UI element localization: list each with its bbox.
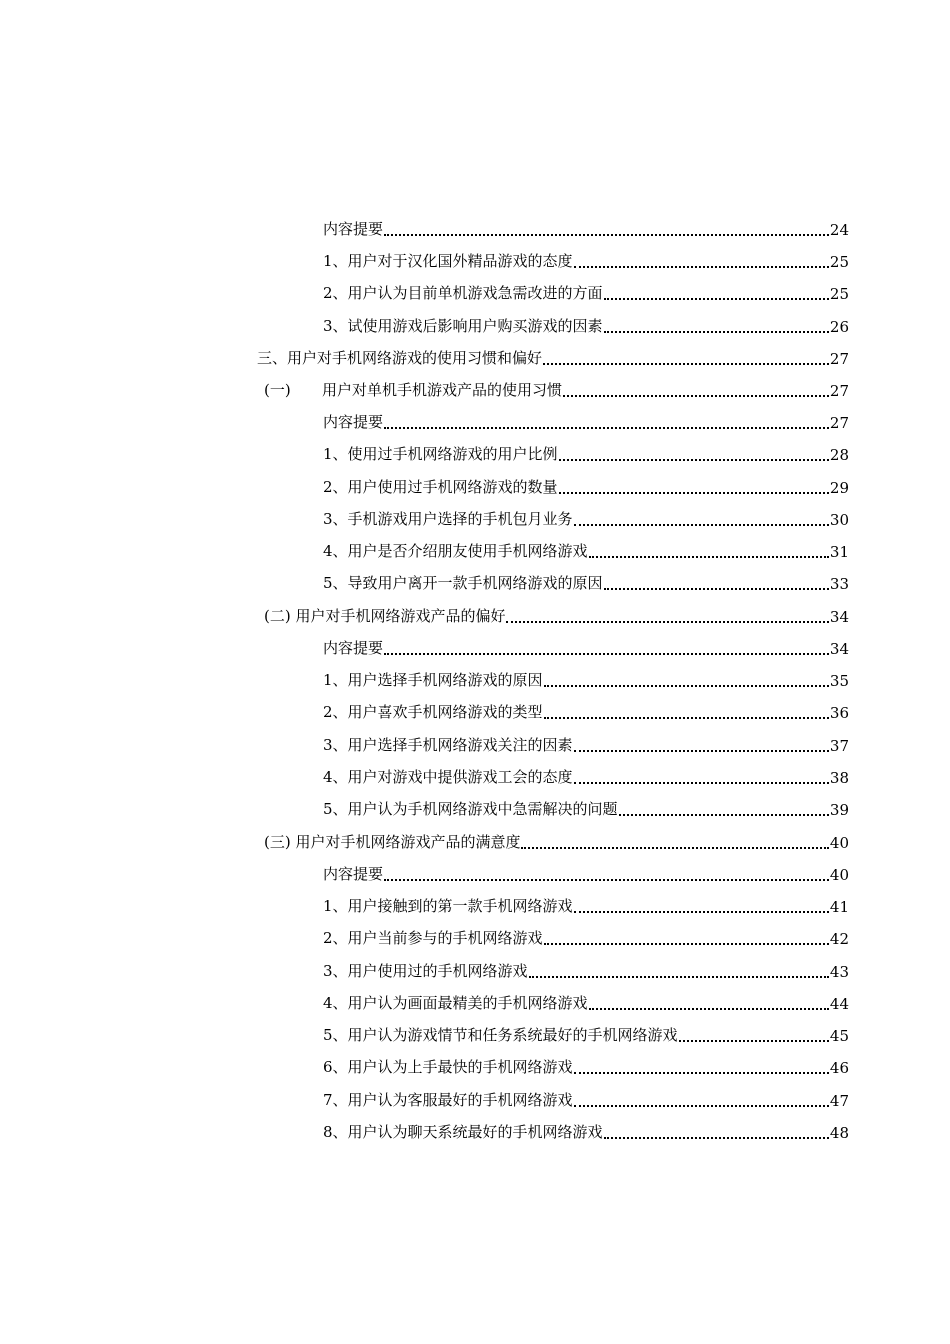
toc-entry[interactable]: [323, 916, 849, 948]
toc-page-number: 34: [829, 608, 849, 626]
toc-entry-title: 3、用户选择手机网络游戏关注的因素: [323, 736, 573, 754]
leader-dots: [574, 1071, 829, 1074]
leader-dots: [563, 394, 829, 397]
toc-entry-title: 内容提要: [323, 865, 384, 883]
toc-entry-title: 3、手机游戏用户选择的手机包月业务: [323, 510, 573, 528]
toc-entry-title: 内容提要: [323, 220, 384, 238]
toc-page-number: 40: [829, 834, 849, 852]
section-number: (一): [264, 381, 291, 399]
leader-dots: [604, 587, 829, 590]
leader-dots: [574, 1104, 829, 1107]
leader-dots: [521, 846, 828, 849]
toc-entry-title: 2、用户使用过手机网络游戏的数量: [323, 478, 558, 496]
toc-page-number: 27: [829, 350, 849, 368]
toc-entry-title: 6、用户认为上手最快的手机网络游戏: [323, 1058, 573, 1076]
toc-entry-title: 4、用户是否介绍朋友使用手机网络游戏: [323, 542, 588, 560]
leader-dots: [589, 555, 829, 558]
toc-page-number: 27: [829, 382, 849, 400]
toc-entry-title: 7、用户认为客服最好的手机网络游戏: [323, 1091, 573, 1109]
toc-entry[interactable]: [323, 304, 849, 336]
toc-entry-title: 内容提要: [323, 639, 384, 657]
toc-page-number: 35: [829, 672, 849, 690]
toc-entry[interactable]: [323, 981, 849, 1013]
toc-page-number: 30: [829, 511, 849, 529]
toc-page-number: 34: [829, 640, 849, 658]
toc-entry-title: 4、用户对游戏中提供游戏工会的态度: [323, 768, 573, 786]
toc-entry-title: (二) 用户对手机网络游戏产品的偏好: [264, 607, 506, 625]
leader-dots: [529, 975, 829, 978]
leader-dots: [384, 652, 829, 655]
toc-entry-title: 1、用户对于汉化国外精品游戏的态度: [323, 252, 573, 270]
leader-dots: [604, 297, 829, 300]
toc-page-number: 42: [829, 930, 849, 948]
toc-entry[interactable]: [323, 1078, 849, 1110]
toc-entry-title: 三、用户对手机网络游戏的使用习惯和偏好: [257, 349, 543, 367]
section-title: 用户对单机手机游戏产品的使用习惯: [322, 381, 563, 399]
toc-page-number: 25: [829, 285, 849, 303]
toc-entry[interactable]: [323, 271, 849, 303]
toc-entry[interactable]: [323, 884, 849, 916]
toc-page-number: 31: [829, 543, 849, 561]
toc-page-number: 38: [829, 769, 849, 787]
toc-entry-title: (三) 用户对手机网络游戏产品的满意度: [264, 833, 521, 851]
toc-entry-title: 1、用户接触到的第一款手机网络游戏: [323, 897, 573, 915]
toc-entry-title: 内容提要: [323, 413, 384, 431]
leader-dots: [544, 684, 829, 687]
leader-dots: [384, 233, 829, 236]
toc-entry[interactable]: [323, 1013, 849, 1045]
toc-entry[interactable]: [323, 400, 849, 432]
toc-section-entry[interactable]: [264, 820, 849, 852]
leader-dots: [604, 330, 829, 333]
toc-entry[interactable]: [323, 239, 849, 271]
toc-entry[interactable]: [323, 207, 849, 239]
leader-dots: [574, 265, 829, 268]
toc-entry[interactable]: [323, 852, 849, 884]
toc-page-number: 26: [829, 318, 849, 336]
leader-dots: [679, 1039, 829, 1042]
toc-page-number: 27: [829, 414, 849, 432]
toc-page-number: 37: [829, 737, 849, 755]
leader-dots: [589, 1007, 829, 1010]
toc-entry-title: 2、用户当前参与的手机网络游戏: [323, 929, 543, 947]
leader-dots: [559, 458, 829, 461]
toc-entry-title: 3、用户使用过的手机网络游戏: [323, 962, 528, 980]
toc-page-number: 29: [829, 479, 849, 497]
leader-dots: [544, 942, 829, 945]
toc-section-entry[interactable]: [264, 594, 849, 626]
toc-page-number: 46: [829, 1059, 849, 1077]
toc-chapter-entry[interactable]: [257, 336, 849, 368]
toc-entry[interactable]: [323, 529, 849, 561]
toc-page-number: 36: [829, 704, 849, 722]
toc-entry-title: 2、用户认为目前单机游戏急需改进的方面: [323, 284, 603, 302]
toc-page-number: 40: [829, 866, 849, 884]
leader-dots: [543, 362, 829, 365]
toc-page-number: 47: [829, 1092, 849, 1110]
toc-entry[interactable]: [323, 1045, 849, 1077]
leader-dots: [506, 620, 828, 623]
leader-dots: [604, 1136, 829, 1139]
toc-entry-title: 5、用户认为手机网络游戏中急需解决的问题: [323, 800, 618, 818]
toc-page-number: 44: [829, 995, 849, 1013]
toc-page-number: 48: [829, 1124, 849, 1142]
leader-dots: [574, 749, 829, 752]
toc-page-number: 25: [829, 253, 849, 271]
toc-entry-title: 3、试使用游戏后影响用户购买游戏的因素: [323, 317, 603, 335]
leader-dots: [574, 523, 829, 526]
leader-dots: [544, 716, 829, 719]
toc-entry-title: [264, 379, 562, 400]
toc-page-number: 39: [829, 801, 849, 819]
toc-entry-title: 4、用户认为画面最精美的手机网络游戏: [323, 994, 588, 1012]
toc-entry[interactable]: [323, 658, 849, 690]
toc-entry[interactable]: [323, 755, 849, 787]
leader-dots: [574, 910, 829, 913]
toc-entry-title: 1、用户选择手机网络游戏的原因: [323, 671, 543, 689]
leader-dots: [559, 491, 829, 494]
toc-entry-title: 8、用户认为聊天系统最好的手机网络游戏: [323, 1123, 603, 1141]
toc-section-entry[interactable]: [264, 368, 849, 400]
toc-entry[interactable]: [323, 497, 849, 529]
toc-page-number: 33: [829, 575, 849, 593]
toc-entry[interactable]: [323, 949, 849, 981]
toc-page-number: 45: [829, 1027, 849, 1045]
toc-entry-title: 5、用户认为游戏情节和任务系统最好的手机网络游戏: [323, 1026, 678, 1044]
toc-page-number: 28: [829, 446, 849, 464]
toc-entry[interactable]: [323, 787, 849, 819]
leader-dots: [619, 813, 829, 816]
toc-entry[interactable]: [323, 561, 849, 593]
toc-entry[interactable]: [323, 1110, 849, 1142]
toc-entry-title: 2、用户喜欢手机网络游戏的类型: [323, 703, 543, 721]
toc-page-number: 43: [829, 963, 849, 981]
toc-entry[interactable]: [323, 432, 849, 464]
leader-dots: [384, 878, 829, 881]
leader-dots: [574, 781, 829, 784]
toc-entry[interactable]: [323, 690, 849, 722]
toc-entry-title: 5、导致用户离开一款手机网络游戏的原因: [323, 574, 603, 592]
toc-page-number: 41: [829, 898, 849, 916]
toc-entry[interactable]: [323, 465, 849, 497]
toc-page-number: 24: [829, 221, 849, 239]
toc-entry[interactable]: [323, 626, 849, 658]
toc-entry-title: 1、使用过手机网络游戏的用户比例: [323, 445, 558, 463]
toc-entry[interactable]: [323, 723, 849, 755]
leader-dots: [384, 426, 829, 429]
